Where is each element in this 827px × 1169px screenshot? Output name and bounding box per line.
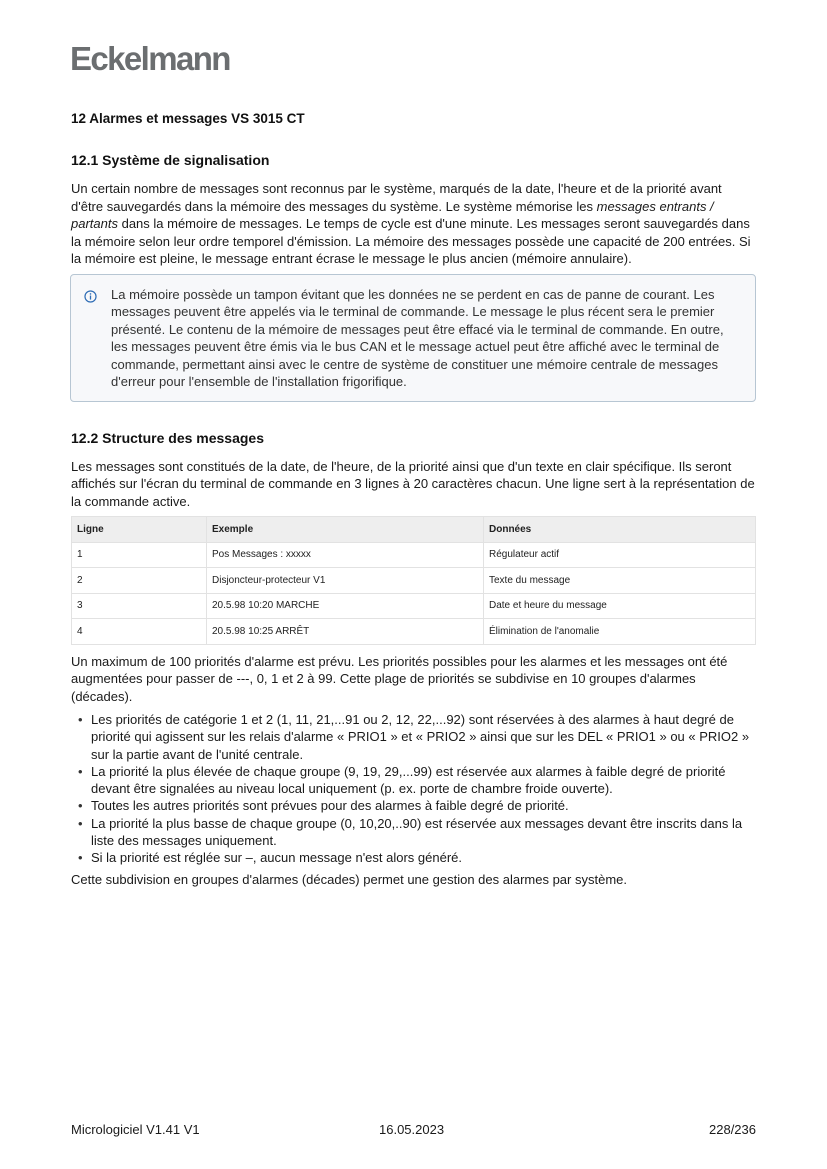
table-row	[72, 542, 756, 568]
table-row	[72, 568, 756, 594]
section1-text-part2: dans la mémoire de messages. Le temps de cycle est d'une minute. Les messages seront sauvegardés dans la mémoire selon leur ordre temporel d'émission. La mémoire des messages possède une capacité de 200 entrées. Si la mémoire est pleine, le message entrant écrase le message le plus ancien (mémoire annulaire).	[71, 216, 751, 266]
section-title-12-2: 12.2 Structure des messages	[71, 429, 264, 446]
table-row	[72, 619, 756, 645]
footer-page-number: 228/236	[709, 1122, 756, 1137]
message-structure-table	[71, 516, 756, 645]
list-item: • Toutes les autres priorités sont prévues pour des alarmes à faible degré de priorité.	[91, 797, 756, 814]
list-item: • La priorité la plus élevée de chaque groupe (9, 19, 29,...99) est réservée aux alarmes à faible degré de priorité devant être signalées au niveau local uniquement (p. ex. porte de chambre froide ouverte).	[91, 763, 756, 798]
cell-exemple: 20.5.98 10:20 MARCHE	[207, 593, 484, 619]
section1-paragraph	[71, 180, 756, 268]
eckelmann-logo: Eckelmann	[70, 40, 230, 77]
cell-ligne: 4	[72, 619, 207, 645]
cell-exemple: Pos Messages : xxxxx	[207, 542, 484, 568]
list-item: • La priorité la plus basse de chaque groupe (0, 10,20,..90) est réservée aux messages devant être inscrits dans la liste des messages uniquement.	[91, 815, 756, 850]
page-content	[71, 111, 756, 894]
section1-text-italic: messages entrants / partants	[71, 198, 714, 231]
cell-donnees: Élimination de l'anomalie	[484, 619, 756, 645]
cell-ligne: 2	[72, 568, 207, 594]
list-item: • Les priorités de catégorie 1 et 2 (1, 11, 21,...91 ou 2, 12, 22,...92) sont réservées à des alarmes à haut degré de priorité qui agissent sur les relais d'alarme « PRIO1 » et « PRIO2 » ainsi que sur les DEL « PRIO1 » ou « PRIO2 » sur la partie avant de l'unité centrale.	[91, 711, 756, 763]
cell-exemple: 20.5.98 10:25 ARRÊT	[207, 619, 484, 645]
column-header-exemple: Exemple	[207, 517, 484, 543]
info-note-box	[70, 274, 756, 402]
cell-donnees: Date et heure du message	[484, 593, 756, 619]
cell-donnees: Régulateur actif	[484, 542, 756, 568]
table-row	[72, 593, 756, 619]
section2-closing: Cette subdivision en groupes d'alarmes (décades) permet une gestion des alarmes par système.	[71, 871, 627, 887]
section2-intro: Les messages sont constitués de la date, de l'heure, de la priorité ainsi que d'un texte en clair spécifique. Ils seront affichés sur l'écran du terminal de commande en 3 lignes à 20 caractères chacun. Une ligne sert à la représentation de la commande active.	[71, 458, 755, 509]
section-title-12-1: 12.1 Système de signalisation	[71, 152, 270, 168]
cell-ligne: 3	[72, 593, 207, 619]
footer-date: 16.05.2023	[379, 1122, 445, 1137]
cell-ligne: 1	[72, 542, 207, 568]
footer-firmware-version: Micrologiciel V1.41 V1	[71, 1122, 200, 1137]
column-header-donnees: Données	[484, 517, 756, 543]
table-header-row	[72, 517, 756, 543]
list-item: • Si la priorité est réglée sur –, aucun message n'est alors généré.	[91, 849, 756, 866]
info-note-text: La mémoire possède un tampon évitant que les données ne se perdent en cas de panne de courant. Les messages peuvent être appelés via le terminal de commande. Le message le plus récent sera le premier présenté. Le contenu de la mémoire de messages peut être effacé via le terminal de commande. En outre, les messages peuvent être émis via le bus CAN et le message actuel peut être affiché avec le terminal de commande, permettant ainsi avec le centre de système de constituer une mémoire centrale de messages d'erreur pour l'ensemble de l'installation frigorifique.	[111, 286, 724, 389]
cell-exemple: Disjoncteur-protecteur V1	[207, 568, 484, 594]
cell-donnees: Texte du message	[484, 568, 756, 594]
column-header-ligne: Ligne	[72, 517, 207, 543]
section2-priorities-paragraph: Un maximum de 100 priorités d'alarme est prévu. Les priorités possibles pour les alarmes et les messages ont été augmentées pour passer de ---, 0, 1 et 2 à 99. Cette plage de priorités se subdivise en 10 groupes d'alarmes (décades).	[71, 653, 728, 704]
section1-text-part1: Un certain nombre de messages sont reconnus par le système, marqués de la date, l'heure et de la priorité avant d'être sauvegardés dans la mémoire des messages du système. Le système mémorise les	[71, 181, 722, 214]
chapter-title: 12 Alarmes et messages VS 3015 CT	[71, 111, 305, 126]
info-circle-icon	[84, 290, 97, 303]
priority-bullet-list	[71, 711, 756, 867]
